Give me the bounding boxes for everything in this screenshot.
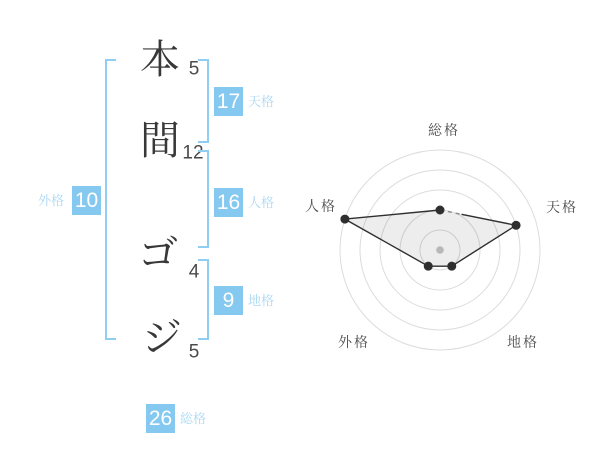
radar-data-point (512, 221, 521, 230)
radar-axis-label-jinkaku: 人格 (305, 198, 337, 214)
jinkaku-label: 人格 (248, 195, 275, 210)
stroke-count-2: 12 (182, 142, 204, 164)
tenkaku-label: 天格 (248, 94, 275, 109)
soukaku-label: 総格 (180, 411, 207, 426)
gaikaku-value-badge: 10 (72, 186, 101, 215)
radar-axis-label-chikaku: 地格 (507, 334, 539, 350)
name-char-4: ジ (142, 316, 182, 360)
name-char-2: 間 (140, 119, 180, 163)
radar-axis-label-gaikaku: 外格 (338, 334, 370, 350)
name-char-1: 本 (140, 38, 180, 82)
tenkaku-value-badge: 17 (214, 87, 243, 116)
gaikaku-label: 外格 (38, 193, 65, 208)
radar-data-point (447, 262, 456, 271)
radar-data-point (436, 206, 445, 215)
soukaku-value-badge: 26 (146, 404, 175, 433)
chikaku-value-badge: 9 (214, 286, 243, 315)
radar-polygon-fill (345, 210, 516, 266)
radar-axis-label-tenkaku: 天格 (546, 199, 578, 215)
stroke-count-1: 5 (188, 58, 200, 80)
radar-data-point (340, 215, 349, 224)
radar-axis-label-soukaku: 総格 (428, 122, 460, 138)
radar-data-point (424, 262, 433, 271)
name-char-3: ゴ (138, 232, 178, 276)
jinkaku-value-badge: 16 (214, 188, 243, 217)
chikaku-label: 地格 (248, 293, 275, 308)
stroke-count-4: 5 (188, 341, 200, 363)
stroke-count-3: 4 (188, 261, 200, 283)
